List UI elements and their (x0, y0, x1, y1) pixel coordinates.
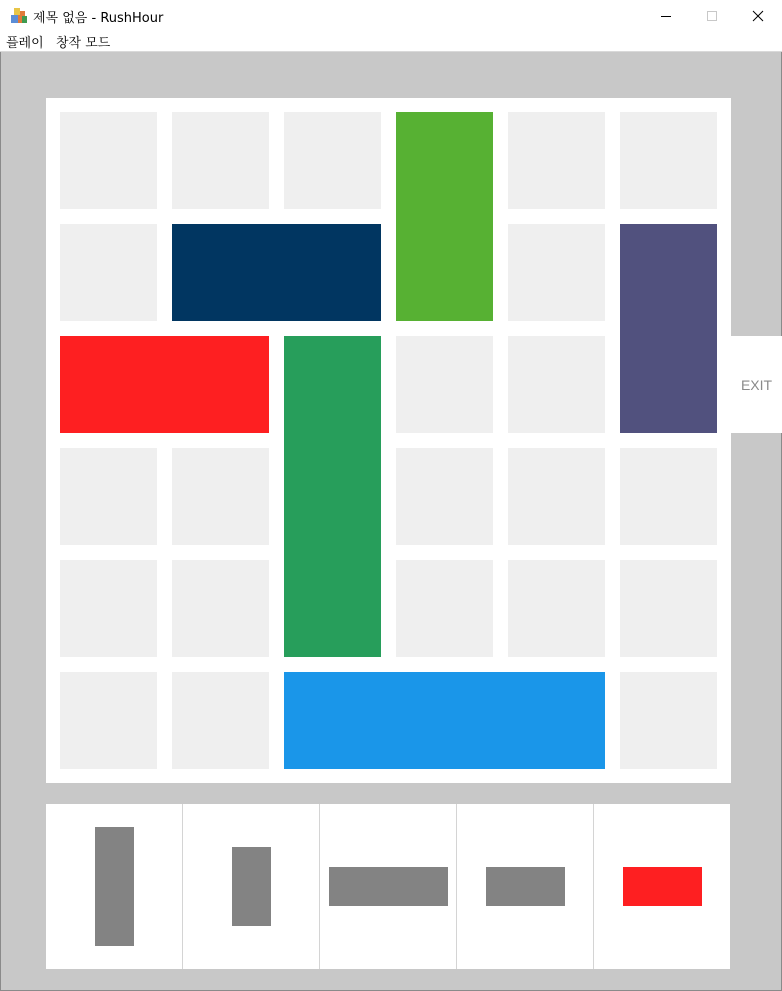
board-cell[interactable] (60, 672, 157, 769)
board-cell[interactable] (396, 448, 493, 545)
car-teal-truck[interactable] (284, 336, 381, 657)
board-cell[interactable] (508, 560, 605, 657)
board-cell[interactable] (396, 560, 493, 657)
board-cell[interactable] (284, 112, 381, 209)
window-title: 제목 없음 - RushHour (33, 11, 164, 26)
maximize-button[interactable] (689, 0, 735, 31)
game-board (46, 98, 731, 783)
board-cell[interactable] (60, 560, 157, 657)
board-cell[interactable] (508, 112, 605, 209)
board-cell[interactable] (396, 336, 493, 433)
rushhour-app-icon (10, 7, 28, 24)
car-purple-vertical[interactable] (620, 224, 717, 433)
menu-create-mode[interactable]: 창작 모드 (56, 36, 111, 51)
board-cell[interactable] (620, 672, 717, 769)
board-cell[interactable] (508, 224, 605, 321)
palette-target-car[interactable] (623, 867, 702, 906)
board-cell[interactable] (508, 336, 605, 433)
car-blue-truck[interactable] (284, 672, 605, 769)
palette-horizontal-car[interactable] (486, 867, 565, 906)
maximize-icon (706, 10, 718, 22)
palette-horizontal-truck[interactable] (329, 867, 448, 906)
piece-palette (46, 804, 730, 969)
car-navy-horizontal[interactable] (172, 224, 381, 321)
board-cell[interactable] (172, 560, 269, 657)
palette-slot[interactable] (594, 804, 731, 969)
minimize-icon (660, 10, 672, 22)
car-green-vertical[interactable] (396, 112, 493, 321)
menu-bar (0, 31, 782, 52)
palette-slot[interactable] (46, 804, 183, 969)
board-cell[interactable] (60, 224, 157, 321)
palette-slot[interactable] (183, 804, 320, 969)
exit-label: EXIT (731, 336, 782, 433)
close-icon (752, 10, 764, 22)
board-cell[interactable] (508, 448, 605, 545)
board-cell[interactable] (620, 112, 717, 209)
board-cell[interactable] (172, 448, 269, 545)
board-cell[interactable] (172, 672, 269, 769)
palette-vertical-car[interactable] (232, 847, 271, 926)
board-cell[interactable] (620, 560, 717, 657)
minimize-button[interactable] (643, 0, 689, 31)
palette-vertical-truck[interactable] (95, 827, 134, 946)
palette-slot[interactable] (320, 804, 457, 969)
board-cell[interactable] (60, 448, 157, 545)
board-cell[interactable] (172, 112, 269, 209)
board-cell[interactable] (620, 448, 717, 545)
board-cell[interactable] (60, 112, 157, 209)
close-button[interactable] (735, 0, 781, 31)
menu-play[interactable]: 플레이 (6, 36, 44, 51)
palette-slot[interactable] (457, 804, 594, 969)
title-bar[interactable] (0, 0, 782, 31)
car-red-target[interactable] (60, 336, 269, 433)
